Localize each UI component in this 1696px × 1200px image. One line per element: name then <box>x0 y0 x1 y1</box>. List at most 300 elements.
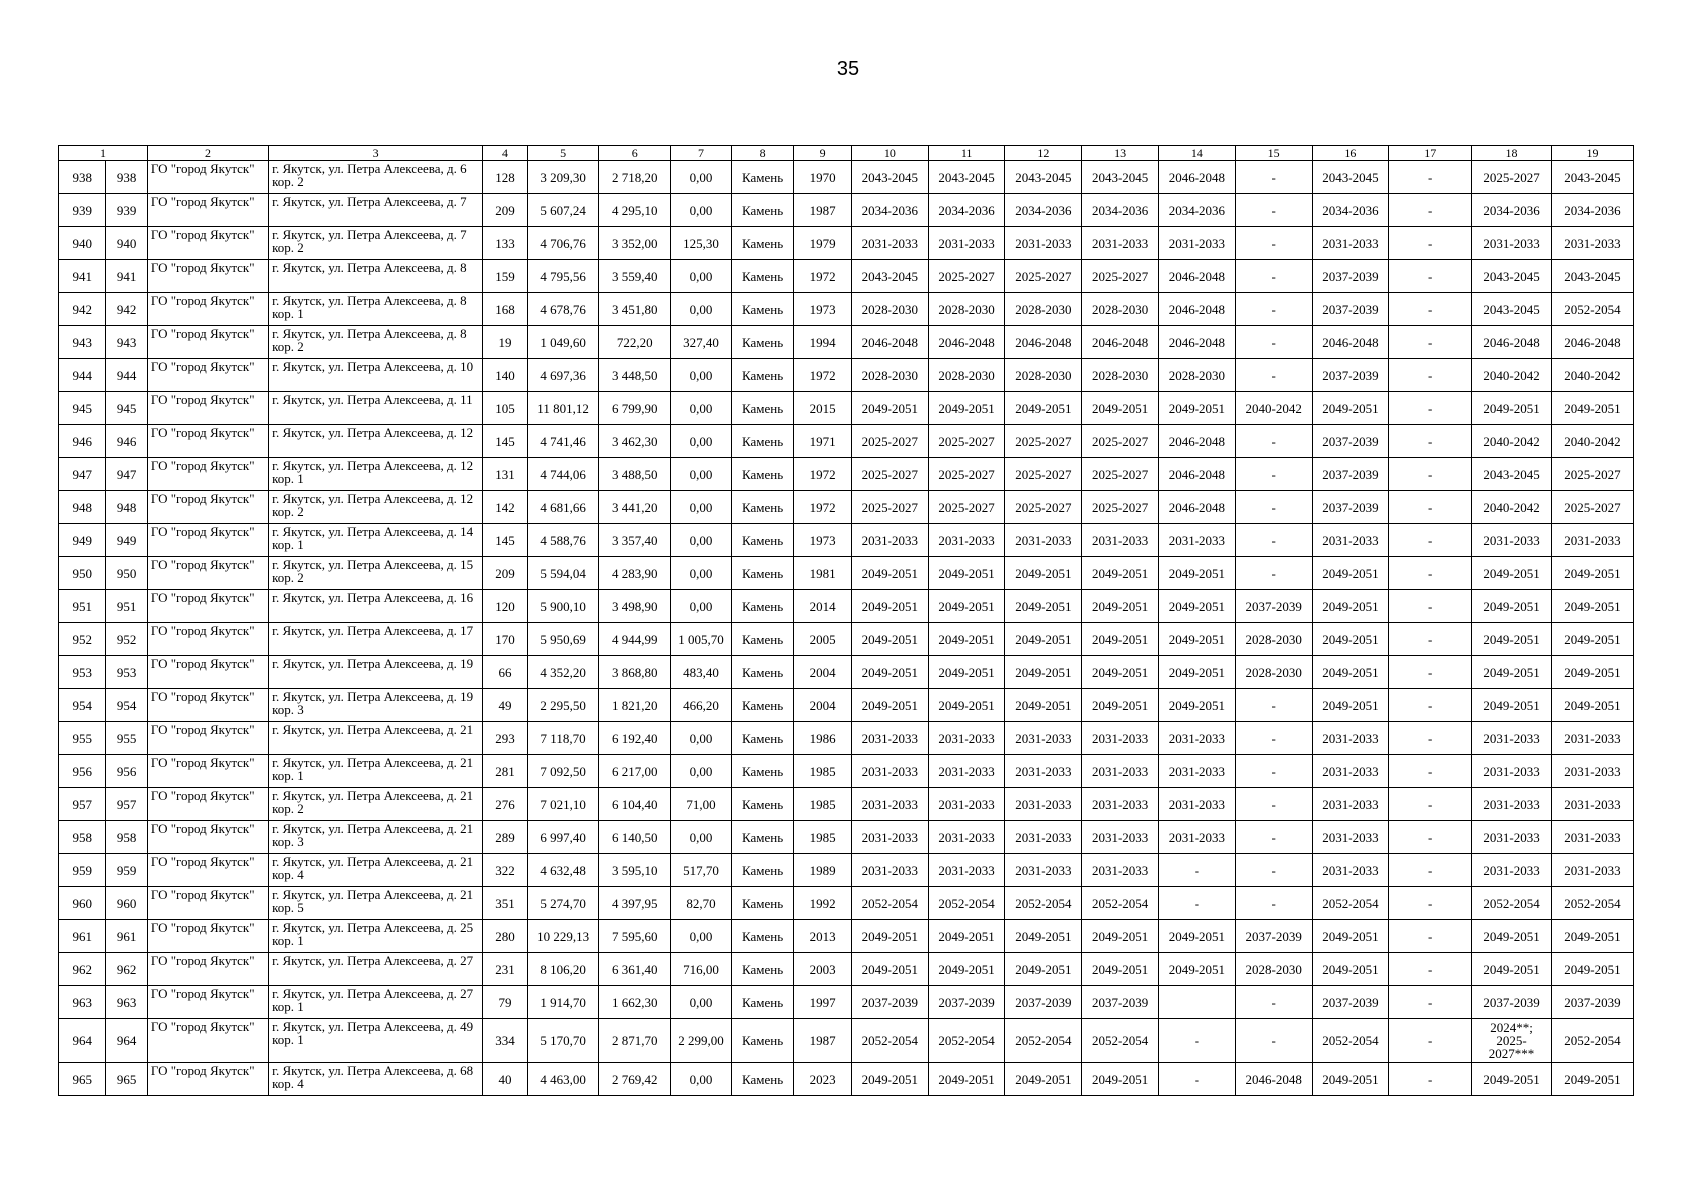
cell-year-built: 1972 <box>794 458 852 491</box>
registry-table <box>58 145 1634 1096</box>
cell-col-6: 3 498,90 <box>599 590 671 623</box>
cell-address: г. Якутск, ул. Петра Алексеева, д. 8 кор. 1 <box>269 293 483 326</box>
cell-col-6: 6 104,40 <box>599 788 671 821</box>
cell-col-12: 2031-2033 <box>1005 722 1082 755</box>
cell-wall-material: Камень <box>731 788 794 821</box>
cell-col-11: 2052-2054 <box>928 887 1005 920</box>
cell-col-7: 0,00 <box>671 986 732 1019</box>
cell-col-5: 5 950,69 <box>527 623 599 656</box>
cell-col-6: 3 595,10 <box>599 854 671 887</box>
cell-col-13: 2031-2033 <box>1082 788 1159 821</box>
cell-col-11: 2031-2033 <box>928 854 1005 887</box>
cell-address: г. Якутск, ул. Петра Алексеева, д. 8 <box>269 260 483 293</box>
cell-col-12: 2049-2051 <box>1005 953 1082 986</box>
cell-col-17: - <box>1389 788 1472 821</box>
cell-col-16: 2034-2036 <box>1312 194 1389 227</box>
cell-col-19: 2049-2051 <box>1551 1063 1633 1096</box>
cell-year-built: 1971 <box>794 425 852 458</box>
table-row <box>59 920 1634 953</box>
cell-col-4: 231 <box>483 953 527 986</box>
cell-building-number: 949 <box>106 524 147 557</box>
cell-col-18: 2031-2033 <box>1472 821 1552 854</box>
cell-col-13: 2031-2033 <box>1082 722 1159 755</box>
cell-municipality: ГО "город Якутск" <box>147 755 268 788</box>
cell-col-11: 2025-2027 <box>928 458 1005 491</box>
cell-col-7: 0,00 <box>671 524 732 557</box>
cell-col-5: 3 209,30 <box>527 161 599 194</box>
table-row <box>59 755 1634 788</box>
cell-col-18: 2049-2051 <box>1472 1063 1552 1096</box>
cell-year-built: 1997 <box>794 986 852 1019</box>
cell-row-number: 938 <box>59 161 106 194</box>
cell-col-7: 0,00 <box>671 425 732 458</box>
cell-wall-material: Камень <box>731 1063 794 1096</box>
cell-building-number: 963 <box>106 986 147 1019</box>
cell-col-14: 2031-2033 <box>1159 227 1236 260</box>
cell-address: г. Якутск, ул. Петра Алексеева, д. 17 <box>269 623 483 656</box>
cell-col-16: 2031-2033 <box>1312 821 1389 854</box>
column-header-1: 1 <box>59 146 148 161</box>
cell-col-5: 5 607,24 <box>527 194 599 227</box>
cell-col-16: 2031-2033 <box>1312 722 1389 755</box>
cell-col-7: 0,00 <box>671 920 732 953</box>
cell-col-6: 6 799,90 <box>599 392 671 425</box>
cell-wall-material: Камень <box>731 491 794 524</box>
cell-col-10: 2049-2051 <box>851 920 928 953</box>
cell-col-4: 281 <box>483 755 527 788</box>
cell-year-built: 1987 <box>794 1019 852 1063</box>
cell-row-number: 951 <box>59 590 106 623</box>
cell-col-18: 2049-2051 <box>1472 920 1552 953</box>
cell-col-19: 2031-2033 <box>1551 755 1633 788</box>
cell-col-17: - <box>1389 722 1472 755</box>
cell-col-17: - <box>1389 656 1472 689</box>
cell-col-14: 2034-2036 <box>1159 194 1236 227</box>
cell-col-18: 2040-2042 <box>1472 425 1552 458</box>
cell-col-19: 2049-2051 <box>1551 590 1633 623</box>
cell-year-built: 2013 <box>794 920 852 953</box>
cell-address: г. Якутск, ул. Петра Алексеева, д. 11 <box>269 392 483 425</box>
cell-col-13: 2025-2027 <box>1082 425 1159 458</box>
cell-col-16: 2049-2051 <box>1312 590 1389 623</box>
table-row <box>59 425 1634 458</box>
cell-col-7: 483,40 <box>671 656 732 689</box>
cell-col-13: 2049-2051 <box>1082 953 1159 986</box>
cell-col-4: 142 <box>483 491 527 524</box>
column-number-header-row <box>59 146 1634 161</box>
cell-col-15: - <box>1235 854 1312 887</box>
cell-col-6: 1 662,30 <box>599 986 671 1019</box>
cell-col-11: 2049-2051 <box>928 920 1005 953</box>
cell-col-4: 105 <box>483 392 527 425</box>
cell-col-14: - <box>1159 1019 1236 1063</box>
cell-col-15: - <box>1235 425 1312 458</box>
cell-col-13: 2031-2033 <box>1082 821 1159 854</box>
cell-col-5: 10 229,13 <box>527 920 599 953</box>
cell-col-4: 293 <box>483 722 527 755</box>
column-header-14: 14 <box>1159 146 1236 161</box>
cell-col-14: 2049-2051 <box>1159 623 1236 656</box>
cell-col-17: - <box>1389 887 1472 920</box>
cell-col-6: 3 451,80 <box>599 293 671 326</box>
cell-municipality: ГО "город Якутск" <box>147 656 268 689</box>
cell-col-5: 1 049,60 <box>527 326 599 359</box>
cell-col-18: 2037-2039 <box>1472 986 1552 1019</box>
cell-col-17: - <box>1389 491 1472 524</box>
cell-col-16: 2031-2033 <box>1312 524 1389 557</box>
cell-municipality: ГО "город Якутск" <box>147 293 268 326</box>
table-row <box>59 326 1634 359</box>
cell-col-17: - <box>1389 326 1472 359</box>
cell-municipality: ГО "город Якутск" <box>147 326 268 359</box>
cell-col-18: 2043-2045 <box>1472 293 1552 326</box>
cell-col-18: 2043-2045 <box>1472 458 1552 491</box>
cell-row-number: 939 <box>59 194 106 227</box>
cell-col-17: - <box>1389 293 1472 326</box>
table-row <box>59 689 1634 722</box>
cell-col-19: 2049-2051 <box>1551 557 1633 590</box>
cell-col-18: 2031-2033 <box>1472 524 1552 557</box>
cell-col-10: 2028-2030 <box>851 359 928 392</box>
cell-col-4: 334 <box>483 1019 527 1063</box>
cell-col-5: 1 914,70 <box>527 986 599 1019</box>
cell-year-built: 1985 <box>794 821 852 854</box>
cell-col-11: 2025-2027 <box>928 491 1005 524</box>
cell-municipality: ГО "город Якутск" <box>147 722 268 755</box>
cell-col-5: 4 588,76 <box>527 524 599 557</box>
cell-col-13: 2049-2051 <box>1082 689 1159 722</box>
cell-municipality: ГО "город Якутск" <box>147 1063 268 1096</box>
cell-year-built: 1973 <box>794 524 852 557</box>
cell-col-5: 5 274,70 <box>527 887 599 920</box>
cell-municipality: ГО "город Якутск" <box>147 788 268 821</box>
cell-col-17: - <box>1389 359 1472 392</box>
cell-col-15: - <box>1235 491 1312 524</box>
cell-col-6: 2 871,70 <box>599 1019 671 1063</box>
cell-col-5: 6 997,40 <box>527 821 599 854</box>
cell-col-4: 66 <box>483 656 527 689</box>
cell-col-6: 3 441,20 <box>599 491 671 524</box>
table-body <box>59 161 1634 1096</box>
cell-col-10: 2031-2033 <box>851 788 928 821</box>
cell-year-built: 2005 <box>794 623 852 656</box>
cell-col-18: 2049-2051 <box>1472 656 1552 689</box>
cell-building-number: 950 <box>106 557 147 590</box>
cell-col-14: 2046-2048 <box>1159 491 1236 524</box>
cell-col-4: 120 <box>483 590 527 623</box>
cell-col-15: 2046-2048 <box>1235 1063 1312 1096</box>
cell-col-4: 322 <box>483 854 527 887</box>
cell-col-6: 3 448,50 <box>599 359 671 392</box>
cell-col-16: 2037-2039 <box>1312 293 1389 326</box>
cell-col-15: 2028-2030 <box>1235 623 1312 656</box>
cell-address: г. Якутск, ул. Петра Алексеева, д. 12 <box>269 425 483 458</box>
cell-address: г. Якутск, ул. Петра Алексеева, д. 68 кор. 4 <box>269 1063 483 1096</box>
cell-address: г. Якутск, ул. Петра Алексеева, д. 27 <box>269 953 483 986</box>
cell-col-14: 2031-2033 <box>1159 755 1236 788</box>
cell-col-17: - <box>1389 590 1472 623</box>
cell-col-5: 11 801,12 <box>527 392 599 425</box>
table-row <box>59 293 1634 326</box>
cell-col-14: 2046-2048 <box>1159 458 1236 491</box>
cell-col-6: 7 595,60 <box>599 920 671 953</box>
cell-col-10: 2049-2051 <box>851 689 928 722</box>
table-row <box>59 392 1634 425</box>
cell-col-12: 2049-2051 <box>1005 590 1082 623</box>
cell-col-5: 4 706,76 <box>527 227 599 260</box>
cell-year-built: 1985 <box>794 755 852 788</box>
cell-col-16: 2037-2039 <box>1312 491 1389 524</box>
cell-col-5: 4 795,56 <box>527 260 599 293</box>
cell-wall-material: Камень <box>731 425 794 458</box>
cell-row-number: 960 <box>59 887 106 920</box>
cell-col-12: 2031-2033 <box>1005 854 1082 887</box>
cell-row-number: 955 <box>59 722 106 755</box>
cell-year-built: 1994 <box>794 326 852 359</box>
cell-building-number: 962 <box>106 953 147 986</box>
cell-col-16: 2049-2051 <box>1312 557 1389 590</box>
cell-col-4: 168 <box>483 293 527 326</box>
column-header-10: 10 <box>851 146 928 161</box>
cell-col-12: 2025-2027 <box>1005 491 1082 524</box>
cell-wall-material: Камень <box>731 359 794 392</box>
cell-col-16: 2043-2045 <box>1312 161 1389 194</box>
cell-col-6: 3 357,40 <box>599 524 671 557</box>
cell-col-7: 125,30 <box>671 227 732 260</box>
cell-col-13: 2049-2051 <box>1082 392 1159 425</box>
cell-col-14: 2031-2033 <box>1159 722 1236 755</box>
cell-year-built: 1972 <box>794 260 852 293</box>
cell-col-14: 2049-2051 <box>1159 953 1236 986</box>
cell-col-18: 2031-2033 <box>1472 755 1552 788</box>
cell-col-18: 2052-2054 <box>1472 887 1552 920</box>
cell-building-number: 942 <box>106 293 147 326</box>
cell-wall-material: Камень <box>731 458 794 491</box>
cell-col-13: 2031-2033 <box>1082 854 1159 887</box>
cell-address: г. Якутск, ул. Петра Алексеева, д. 12 кор. 1 <box>269 458 483 491</box>
cell-col-19: 2031-2033 <box>1551 821 1633 854</box>
cell-col-10: 2043-2045 <box>851 260 928 293</box>
cell-municipality: ГО "город Якутск" <box>147 854 268 887</box>
cell-building-number: 961 <box>106 920 147 953</box>
cell-address: г. Якутск, ул. Петра Алексеева, д. 10 <box>269 359 483 392</box>
cell-col-5: 4 744,06 <box>527 458 599 491</box>
cell-address: г. Якутск, ул. Петра Алексеева, д. 21 кор. 2 <box>269 788 483 821</box>
cell-col-17: - <box>1389 623 1472 656</box>
cell-col-11: 2046-2048 <box>928 326 1005 359</box>
cell-address: г. Якутск, ул. Петра Алексеева, д. 49 кор. 1 <box>269 1019 483 1063</box>
cell-wall-material: Камень <box>731 1019 794 1063</box>
cell-col-17: - <box>1389 689 1472 722</box>
cell-col-7: 0,00 <box>671 722 732 755</box>
cell-row-number: 956 <box>59 755 106 788</box>
cell-col-7: 0,00 <box>671 260 732 293</box>
cell-col-16: 2037-2039 <box>1312 458 1389 491</box>
cell-year-built: 2023 <box>794 1063 852 1096</box>
cell-col-16: 2049-2051 <box>1312 689 1389 722</box>
cell-municipality: ГО "город Якутск" <box>147 557 268 590</box>
cell-col-16: 2037-2039 <box>1312 986 1389 1019</box>
cell-year-built: 2003 <box>794 953 852 986</box>
cell-col-6: 3 462,30 <box>599 425 671 458</box>
cell-col-12: 2031-2033 <box>1005 788 1082 821</box>
cell-row-number: 945 <box>59 392 106 425</box>
cell-col-11: 2037-2039 <box>928 986 1005 1019</box>
cell-wall-material: Камень <box>731 986 794 1019</box>
cell-col-12: 2031-2033 <box>1005 755 1082 788</box>
cell-building-number: 958 <box>106 821 147 854</box>
cell-building-number: 959 <box>106 854 147 887</box>
cell-col-13: 2043-2045 <box>1082 161 1159 194</box>
column-header-19: 19 <box>1551 146 1633 161</box>
cell-col-11: 2025-2027 <box>928 260 1005 293</box>
cell-col-13: 2049-2051 <box>1082 590 1159 623</box>
cell-building-number: 948 <box>106 491 147 524</box>
cell-col-18: 2049-2051 <box>1472 590 1552 623</box>
cell-row-number: 950 <box>59 557 106 590</box>
cell-col-13: 2052-2054 <box>1082 887 1159 920</box>
cell-col-10: 2031-2033 <box>851 854 928 887</box>
cell-col-12: 2031-2033 <box>1005 821 1082 854</box>
cell-col-7: 0,00 <box>671 392 732 425</box>
cell-col-5: 4 463,00 <box>527 1063 599 1096</box>
cell-col-12: 2049-2051 <box>1005 656 1082 689</box>
cell-row-number: 961 <box>59 920 106 953</box>
column-header-17: 17 <box>1389 146 1472 161</box>
cell-address: г. Якутск, ул. Петра Алексеева, д. 14 кор. 1 <box>269 524 483 557</box>
cell-row-number: 948 <box>59 491 106 524</box>
cell-col-19: 2031-2033 <box>1551 788 1633 821</box>
cell-col-19: 2052-2054 <box>1551 887 1633 920</box>
cell-col-15: - <box>1235 887 1312 920</box>
cell-col-7: 0,00 <box>671 458 732 491</box>
cell-col-12: 2028-2030 <box>1005 293 1082 326</box>
table-row <box>59 557 1634 590</box>
cell-col-12: 2034-2036 <box>1005 194 1082 227</box>
cell-building-number: 946 <box>106 425 147 458</box>
cell-col-16: 2049-2051 <box>1312 1063 1389 1096</box>
cell-col-6: 3 868,80 <box>599 656 671 689</box>
cell-col-12: 2025-2027 <box>1005 458 1082 491</box>
cell-col-10: 2052-2054 <box>851 887 928 920</box>
cell-col-18: 2031-2033 <box>1472 788 1552 821</box>
cell-col-15: - <box>1235 161 1312 194</box>
cell-building-number: 953 <box>106 656 147 689</box>
cell-col-6: 3 488,50 <box>599 458 671 491</box>
cell-building-number: 939 <box>106 194 147 227</box>
cell-col-13: 2025-2027 <box>1082 260 1159 293</box>
cell-col-10: 2031-2033 <box>851 821 928 854</box>
cell-col-14: - <box>1159 1063 1236 1096</box>
column-header-16: 16 <box>1312 146 1389 161</box>
cell-col-13: 2046-2048 <box>1082 326 1159 359</box>
table-row <box>59 953 1634 986</box>
cell-col-7: 0,00 <box>671 590 732 623</box>
cell-col-4: 19 <box>483 326 527 359</box>
cell-building-number: 947 <box>106 458 147 491</box>
cell-wall-material: Камень <box>731 656 794 689</box>
table-row <box>59 260 1634 293</box>
column-header-9: 9 <box>794 146 852 161</box>
cell-col-14: 2049-2051 <box>1159 557 1236 590</box>
cell-row-number: 952 <box>59 623 106 656</box>
cell-address: г. Якутск, ул. Петра Алексеева, д. 21 <box>269 722 483 755</box>
cell-col-5: 5 170,70 <box>527 1019 599 1063</box>
column-header-12: 12 <box>1005 146 1082 161</box>
cell-col-4: 276 <box>483 788 527 821</box>
cell-col-14: 2049-2051 <box>1159 920 1236 953</box>
column-header-18: 18 <box>1472 146 1552 161</box>
cell-col-12: 2031-2033 <box>1005 227 1082 260</box>
cell-col-17: - <box>1389 194 1472 227</box>
cell-col-19: 2049-2051 <box>1551 623 1633 656</box>
cell-col-4: 159 <box>483 260 527 293</box>
cell-col-6: 6 140,50 <box>599 821 671 854</box>
cell-wall-material: Камень <box>731 887 794 920</box>
cell-wall-material: Камень <box>731 755 794 788</box>
cell-col-6: 4 283,90 <box>599 557 671 590</box>
cell-col-12: 2043-2045 <box>1005 161 1082 194</box>
cell-col-5: 4 632,48 <box>527 854 599 887</box>
cell-year-built: 1986 <box>794 722 852 755</box>
cell-wall-material: Камень <box>731 722 794 755</box>
cell-col-15: - <box>1235 293 1312 326</box>
column-header-7: 7 <box>671 146 732 161</box>
table-row <box>59 887 1634 920</box>
cell-col-14: - <box>1159 887 1236 920</box>
cell-col-12: 2049-2051 <box>1005 623 1082 656</box>
cell-col-4: 145 <box>483 425 527 458</box>
cell-col-11: 2049-2051 <box>928 557 1005 590</box>
cell-col-6: 3 352,00 <box>599 227 671 260</box>
cell-col-16: 2052-2054 <box>1312 1019 1389 1063</box>
cell-col-18: 2024**; 2025-2027*** <box>1472 1019 1552 1063</box>
cell-col-6: 2 718,20 <box>599 161 671 194</box>
cell-municipality: ГО "город Якутск" <box>147 491 268 524</box>
cell-row-number: 949 <box>59 524 106 557</box>
cell-row-number: 965 <box>59 1063 106 1096</box>
cell-col-19: 2037-2039 <box>1551 986 1633 1019</box>
column-header-8: 8 <box>731 146 794 161</box>
cell-col-17: - <box>1389 953 1472 986</box>
table-row <box>59 1019 1634 1063</box>
cell-col-7: 716,00 <box>671 953 732 986</box>
cell-col-4: 209 <box>483 557 527 590</box>
cell-col-19: 2043-2045 <box>1551 260 1633 293</box>
cell-col-15: - <box>1235 689 1312 722</box>
cell-building-number: 938 <box>106 161 147 194</box>
cell-col-11: 2049-2051 <box>928 689 1005 722</box>
cell-address: г. Якутск, ул. Петра Алексеева, д. 6 кор. 2 <box>269 161 483 194</box>
cell-col-7: 0,00 <box>671 161 732 194</box>
cell-col-13: 2049-2051 <box>1082 920 1159 953</box>
cell-municipality: ГО "город Якутск" <box>147 821 268 854</box>
cell-col-17: - <box>1389 854 1472 887</box>
page-number: 35 <box>836 58 860 80</box>
cell-wall-material: Камень <box>731 854 794 887</box>
cell-municipality: ГО "город Якутск" <box>147 590 268 623</box>
cell-wall-material: Камень <box>731 689 794 722</box>
cell-col-12: 2031-2033 <box>1005 524 1082 557</box>
cell-col-16: 2037-2039 <box>1312 260 1389 293</box>
cell-col-11: 2034-2036 <box>928 194 1005 227</box>
cell-municipality: ГО "город Якутск" <box>147 986 268 1019</box>
cell-col-10: 2049-2051 <box>851 392 928 425</box>
cell-wall-material: Камень <box>731 953 794 986</box>
column-header-5: 5 <box>527 146 599 161</box>
cell-municipality: ГО "город Якутск" <box>147 887 268 920</box>
cell-col-14 <box>1159 986 1236 1019</box>
